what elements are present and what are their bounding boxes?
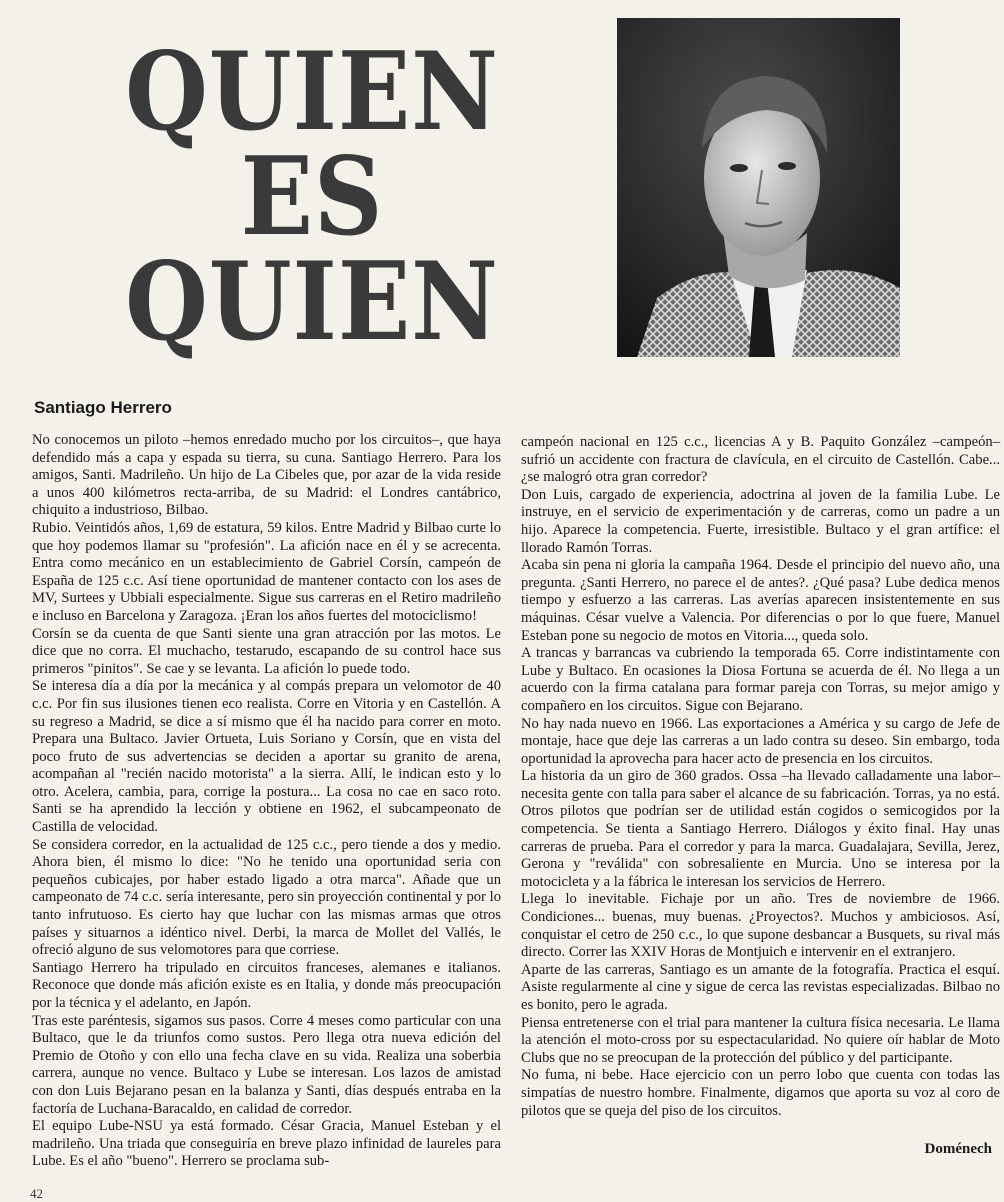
headline-line-2: ES bbox=[240, 134, 384, 260]
paragraph: Se interesa día a día por la mecánica y al compás prepara un velomotor de 40 c.c. Por fin sus ilusiones tienen eco realista. Corre en Vitoria y en Castellón. A su regreso a Madrid, se dice a sí mismo que él ha nacido para correr en moto. Prepara una Bultaco. Javier Ortueta, Luis Soriano y Corsín, que en vista del poco fruto de sus advertencias se deciden a aportar su granito de arena, acompañan al "recién nacido motorista" a la sierra. Allí, le indican esto y lo otro. Acelera, cambia, para, corrige la postura... La cosa no cae en saco roto. Santi se ha aprendido la lección y obtiene en 1962, el subcampeonato de Castilla de velocidad. bbox=[32, 678, 501, 836]
article-column-right bbox=[521, 434, 1000, 1120]
paragraph: No conocemos un piloto –hemos enredado mucho por los circuitos–, que haya defendido más a capa y espada su tierra, su cuna. Santiago Herrero. Para los amigos, Santi. Madrileño. Un hijo de La Cibeles que, por azar de la vida reside a unos 400 kilómetros recta-arriba, de su Madrid: el Londres cantábrico, chiquito a industrioso, Bilbao. bbox=[32, 432, 501, 519]
portrait-illustration bbox=[617, 18, 900, 357]
paragraph: No hay nada nuevo en 1966. Las exportaciones a América y su cargo de Jefe de montaje, hace que deje las carreras a un lado contra su deseo. Sin embargo, toda oportunidad la aprovecha para hacer acto de presencia en los circuitos. bbox=[521, 715, 1000, 767]
portrait-photo bbox=[617, 18, 900, 357]
paragraph: Don Luis, cargado de experiencia, adoctrina al joven de la familia Lube. Le instruye, en el servicio de experimentación y de carreras, como un padre a un hijo. Aparece la competencia. Fuerte, irresistible. Bultaco y el gran artífice: el llorado Ramón Torras. bbox=[521, 486, 1000, 556]
paragraph: A trancas y barrancas va cubriendo la temporada 65. Corre indistintamente con Lube y Bultaco. En ocasiones la Diosa Fortuna se acuerda de él. No llega a un acuerdo con la firma catalana para formar pareja con Torras, su mejor amigo y compañero en los circuitos. Sigue con Bejarano. bbox=[521, 645, 1000, 714]
paragraph: Corsín se da cuenta de que Santi siente una gran atracción por las motos. Le dice que no corra. El muchacho, testarudo, escapando de su control hace sus primeros "pinitos". Se cae y se levanta. La afición lo puede todo. bbox=[32, 625, 501, 677]
paragraph: Tras este paréntesis, sigamos sus pasos. Corre 4 meses como particular con una Bultaco, que le da triunfos como sustos. Pero llega otra nueva edición del Premio de Otoño y con ello una fecha clave en su vida. Realiza una soberbia carrera, aunque no vence. Bultaco y Lube se interesan. Los lazos de amistad con don Luis Bejarano pesan en la balanza y Santi, días después entraba en la factoría de Luchana-Baracaldo, en calidad de corredor. bbox=[32, 1012, 501, 1117]
paragraph: Aparte de las carreras, Santiago es un amante de la fotografía. Practica el esquí. Asiste regularmente al cine y sigue de cerca las revistas especializadas. Bilbao no es bonito, pero le agrada. bbox=[521, 961, 1000, 1013]
paragraph: Piensa entretenerse con el trial para mantener la cultura física necesaria. Le llama la atención el moto-cross por su espectacularidad. No quiere oír hablar de Moto Clubs que no se preocupan de la protección del público y del participante. bbox=[521, 1014, 1000, 1066]
headline-line-1: QUIEN bbox=[125, 29, 499, 155]
subject-name: Santiago Herrero bbox=[34, 398, 172, 417]
paragraph: Acaba sin pena ni gloria la campaña 1964. Desde el principio del nuevo año, una pregunta. ¿Santi Herrero, no parece el de antes?. ¿Qué pasa? Lube dedica menos tiempo y esfuerzo a las carreras. Las averías aparecen insistentemente en sus máquinas. César vuelve a Valencia. Por diferencias o por lo que fuere, Manuel Esteban pone su negocio de motos en Vitoria..., queda solo. bbox=[521, 557, 1000, 644]
paragraph: La historia da un giro de 360 grados. Ossa –ha llevado calladamente una labor– necesita gente con talla para saber el alcance de su fabricación. Torras, ya no está. Otros pilotos que podrían ser de utilidad están cogidos o semicogidos por la competencia. Se tienta a Santiago Herrero. Diálogos y éxito final. Hay unas carreras de prueba. Para el corredor y para la marca. Guadalajara, Sevilla, Jerez, Gerona y "reválida" con sobresaliente en Murcia. Uno se interesa por la motocicleta y a la fábrica le interesan los servicios de Herrero. bbox=[521, 768, 1000, 890]
page-number: 42 bbox=[30, 1186, 43, 1201]
paragraph: Santiago Herrero ha tripulado en circuitos franceses, alemanes e italianos. Reconoce que donde más afición existe es en Italia, y donde más preocupación por la técnica y el adelanto, en Japón. bbox=[32, 959, 501, 1011]
paragraph: Llega lo inevitable. Fichaje por un año. Tres de noviembre de 1966. Condiciones... buenas, muy buenas. ¿Proyectos?. Muchos y ambiciosos. Así, conquistar el cetro de 250 c.c., lo que supone desbancar a Busquets, su rival más directo. Correr las XXIV Horas de Montjuich e intervenir en el extranjero. bbox=[521, 891, 1000, 961]
article-column-left bbox=[32, 432, 501, 1171]
author-signature: Doménech bbox=[924, 1141, 992, 1157]
paragraph: campeón nacional en 125 c.c., licencias A y B. Paquito González –campeón– sufrió un accidente con fractura de clavícula, en el circuito de Castellón. Cabe... ¿se malogró otra gran corredor? bbox=[521, 434, 1000, 486]
paragraph: El equipo Lube-NSU ya está formado. César Gracia, Manuel Esteban y el madrileño. Una triada que conseguiría en breve plazo infinidad de laureles para Lube. Es el año "bueno". Herrero se proclama sub- bbox=[32, 1118, 501, 1170]
headline bbox=[52, 29, 572, 365]
paragraph: No fuma, ni bebe. Hace ejercicio con un perro lobo que cuenta con todas las simpatías de nuestro hombre. Finalmente, digamos que aporta su voz al coro de pilotos que se queja del piso de los circuitos. bbox=[521, 1067, 1000, 1119]
paragraph: Se considera corredor, en la actualidad de 125 c.c., pero tiende a dos y medio. Ahora bien, él mismo lo dice: "No he tenido una oportunidad seria con pequeños cubicajes, por haber estado ligado a otra marca". Añade que un campeonato de 74 c.c. sería interesante, pero sin proyección continental y por lo tanto infrutuoso. Es cierto hay que luchar con las mismas armas que otros países y situarnos a idéntico nivel. Derbi, la marca de Mollet del Vallés, le ofreció alguno de sus velomotores para que corriese. bbox=[32, 836, 501, 959]
headline-line-3: QUIEN bbox=[125, 239, 499, 365]
paragraph: Rubio. Veintidós años, 1,69 de estatura, 59 kilos. Entre Madrid y Bilbao curte lo que hoy podemos llamar su "profesión". La afición nace en él y se acrecenta. Entra como mecánico en un establecimiento de Gabriel Corsín, campeón de España de 125 c.c. Así tiene oportunidad de mantener contacto con los ases de MV, Surtees y Ubbiali especialmente. Sigue sus carreras en el Retiro madrileño e incluso en Barcelona y Zaragoza. ¡Eran los años fuertes del motociclismo! bbox=[32, 519, 501, 624]
